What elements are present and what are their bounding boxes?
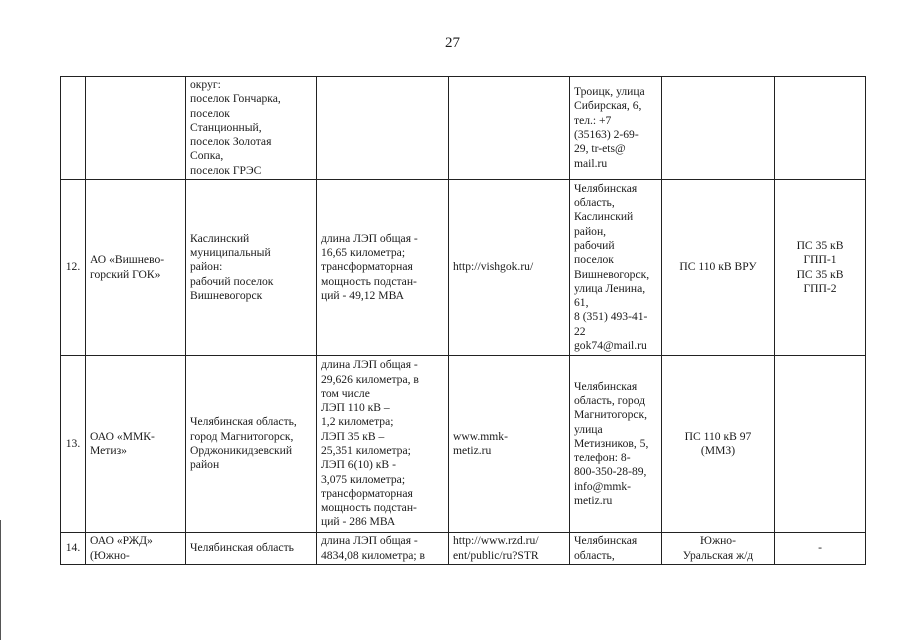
website-cell: http://www.rzd.ru/ ent/public/ru?STR bbox=[449, 533, 570, 565]
territory-cell: Каслинский муниципальный район: рабочий поселок Вишневогорск bbox=[186, 180, 317, 356]
row-number: 12. bbox=[61, 180, 86, 356]
network-cell: длина ЛЭП общая - 16,65 километра; трансформаторная мощность подстан- ций - 49,12 МВА bbox=[317, 180, 449, 356]
organizations-table bbox=[60, 76, 866, 565]
network-cell bbox=[317, 77, 449, 180]
organization-cell: ОАО «РЖД» (Южно- bbox=[86, 533, 186, 565]
organization-cell: АО «Вишнево- горский ГОК» bbox=[86, 180, 186, 356]
row-number: 13. bbox=[61, 356, 86, 533]
territory-cell: Челябинская область, город Магнитогорск, Орджоникидзевский район bbox=[186, 356, 317, 533]
scan-edge-line bbox=[0, 520, 1, 640]
website-cell: http://vishgok.ru/ bbox=[449, 180, 570, 356]
power-center-cell bbox=[775, 356, 866, 533]
website-cell: www.mmk- metiz.ru bbox=[449, 356, 570, 533]
power-center-cell bbox=[775, 77, 866, 180]
network-cell: длина ЛЭП общая - 4834,08 километра; в bbox=[317, 533, 449, 565]
address-cell: Челябинская область, bbox=[570, 533, 662, 565]
address-cell: Челябинская область, Каслинский район, рабочий поселок Вишневогорск, улица Ленина, 61, 8 (351) 493-41- 22 gok74@mail.ru bbox=[570, 180, 662, 356]
row-number: 14. bbox=[61, 533, 86, 565]
substation-cell: ПС 110 кВ ВРУ bbox=[662, 180, 775, 356]
website-cell bbox=[449, 77, 570, 180]
substation-cell: ПС 110 кВ 97 (ММЗ) bbox=[662, 356, 775, 533]
organization-cell: ОАО «ММК- Метиз» bbox=[86, 356, 186, 533]
page-number: 27 bbox=[445, 35, 460, 51]
substation-cell: Южно- Уральская ж/д bbox=[662, 533, 775, 565]
table-row bbox=[61, 356, 866, 533]
network-cell: длина ЛЭП общая - 29,626 километра, в том числе ЛЭП 110 кВ – 1,2 километра; ЛЭП 35 кВ – 25,351 километра; ЛЭП 6(10) кВ - 3,075 километра; трансформаторная мощность подстан- ций - 286 МВА bbox=[317, 356, 449, 533]
power-center-cell: - bbox=[775, 533, 866, 565]
table-row bbox=[61, 180, 866, 356]
organization-cell bbox=[86, 77, 186, 180]
address-cell: Челябинская область, город Магнитогорск, улица Метизников, 5, телефон: 8- 800-350-28-89, info@mmk- metiz.ru bbox=[570, 356, 662, 533]
address-cell: Троицк, улица Сибирская, 6, тел.: +7 (35163) 2-69- 29, tr-ets@ mail.ru bbox=[570, 77, 662, 180]
substation-cell bbox=[662, 77, 775, 180]
table-row bbox=[61, 77, 866, 180]
row-number bbox=[61, 77, 86, 180]
territory-cell: округ: поселок Гончарка, поселок Станционный, поселок Золотая Сопка, поселок ГРЭС bbox=[186, 77, 317, 180]
power-center-cell: ПС 35 кВ ГПП-1 ПС 35 кВ ГПП-2 bbox=[775, 180, 866, 356]
table-row bbox=[61, 533, 866, 565]
territory-cell: Челябинская область bbox=[186, 533, 317, 565]
